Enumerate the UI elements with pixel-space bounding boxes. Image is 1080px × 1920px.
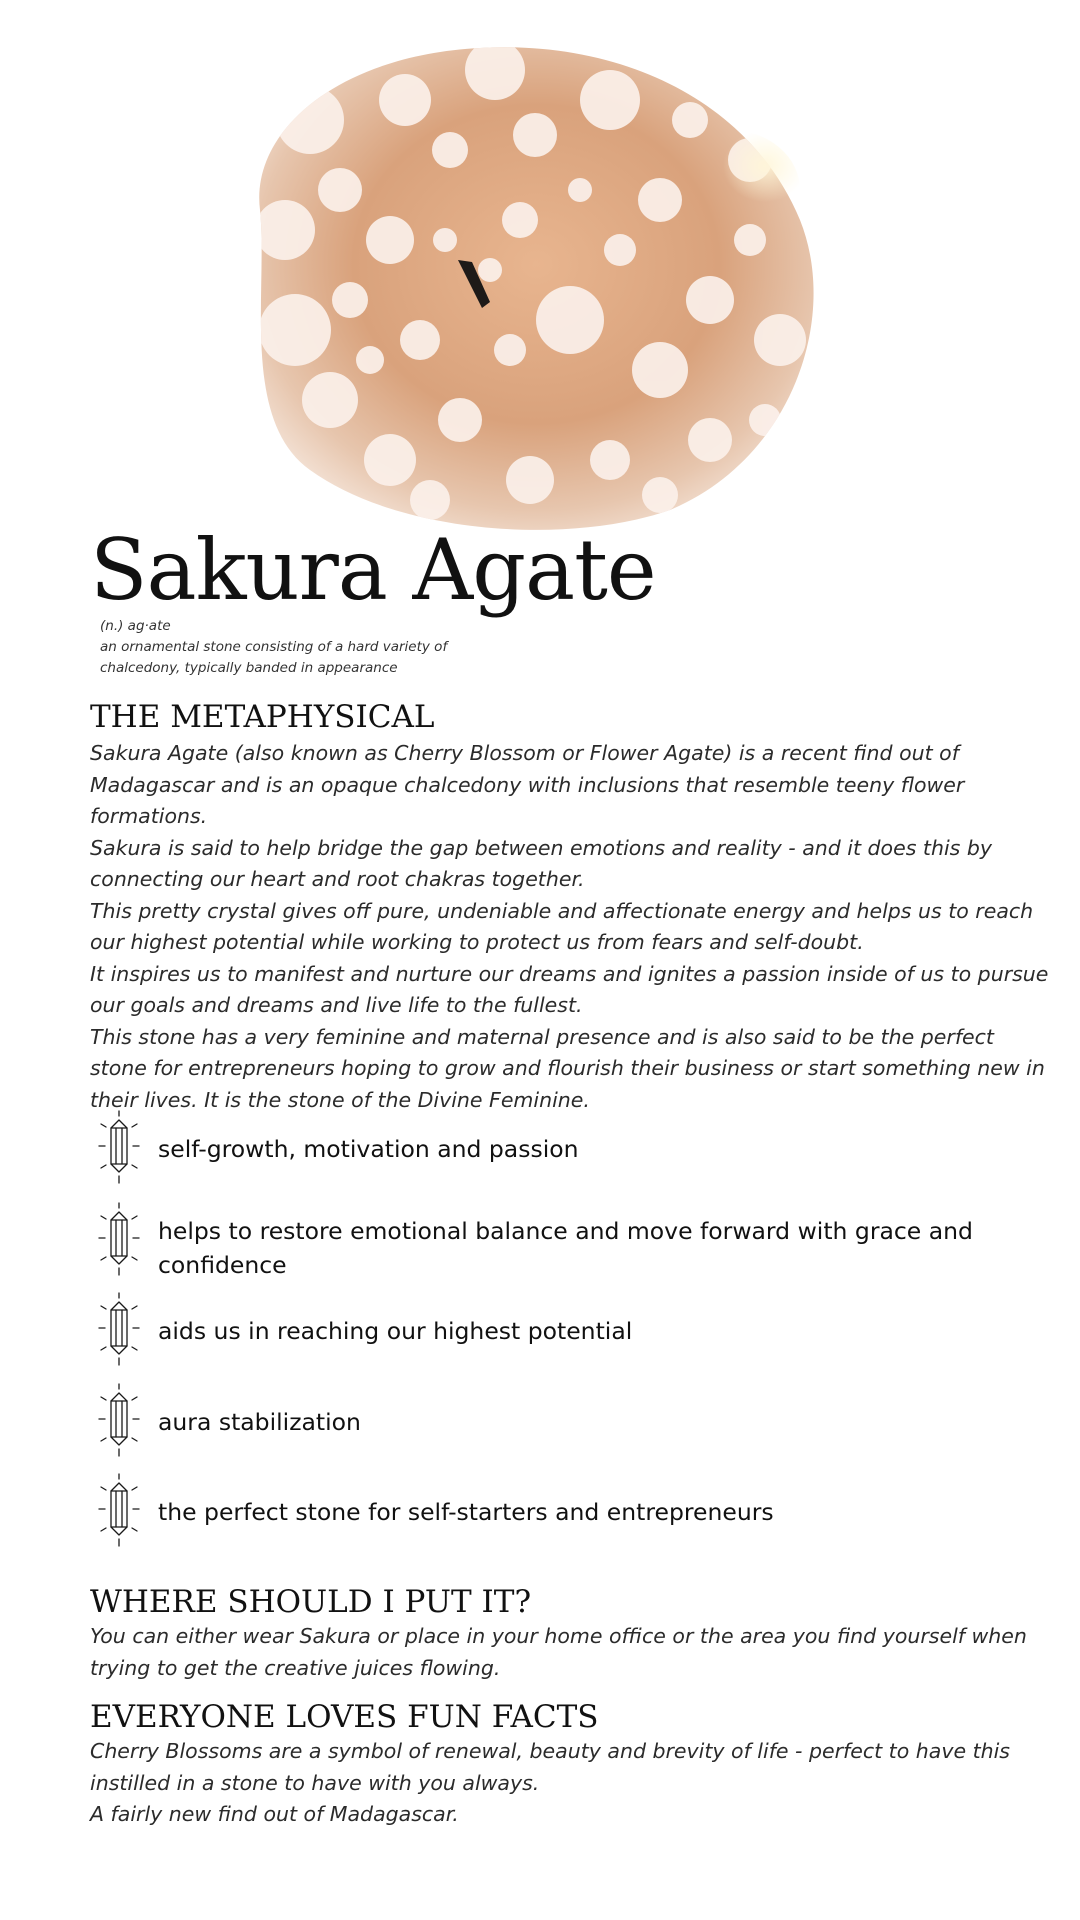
property-text: the perfect stone for self-starters and entrepreneurs [158, 1498, 774, 1526]
metaphysical-paragraph: This pretty crystal gives off pure, undeniable and affectionate energy and helps us to reach our highest potential while working to protect us from fears and self-doubt. [90, 898, 1034, 954]
metaphysical-paragraph: Sakura Agate (also known as Cherry Blossom or Flower Agate) is a recent find out of Madagascar and is an opaque chalcedony with inclusions that resemble teeny flower formations. [90, 741, 965, 828]
dictionary-definition [100, 616, 520, 679]
metaphysical-paragraph: This stone has a very feminine and maternal presence and is also said to be the perfect stone for entrepreneurs hoping to grow and flourish their business or start something new in their lives. It is the stone of the Divine Feminine. [90, 1024, 1045, 1112]
fun-facts-text [90, 1736, 1050, 1831]
crystal-icon [96, 1292, 142, 1366]
crystal-icon [96, 1202, 142, 1276]
property-text: aura stabilization [158, 1408, 361, 1436]
definition-line: chalcedony, typically banded in appearance [100, 660, 398, 676]
fun-fact-paragraph: Cherry Blossoms are a symbol of renewal, beauty and brevity of life - perfect to have this instilled in a stone to have with you always. [90, 1739, 1010, 1795]
property-item [96, 1202, 1056, 1282]
page-title: Sakura Agate [90, 521, 656, 619]
property-item [96, 1110, 1056, 1190]
property-text: helps to restore emotional balance and move forward with grace and confidence [158, 1217, 973, 1279]
property-text: self-growth, motivation and passion [158, 1135, 579, 1163]
placement-text [90, 1621, 1050, 1684]
part-of-speech: (n.) ag·ate [100, 618, 171, 634]
crystal-icon [96, 1383, 142, 1457]
crystal-icon [96, 1473, 142, 1547]
property-item [96, 1383, 1056, 1463]
property-item [96, 1292, 1056, 1372]
property-text: aids us in reaching our highest potential [158, 1317, 633, 1345]
fun-facts-heading: EVERYONE LOVES FUN FACTS [90, 1699, 599, 1735]
metaphysical-text [90, 738, 1050, 1116]
definition-line: an ornamental stone consisting of a hard variety of [100, 639, 448, 655]
metaphysical-paragraph: Sakura is said to help bridge the gap between emotions and reality - and it does this by connecting our heart and root chakras together. [90, 835, 992, 891]
property-item [96, 1473, 1056, 1553]
crystal-icon [96, 1110, 142, 1184]
placement-paragraph: You can either wear Sakura or place in your home office or the area you find yourself when trying to get the creative juices flowing. [90, 1624, 1027, 1680]
placement-heading: WHERE SHOULD I PUT IT? [90, 1584, 532, 1620]
fun-fact-paragraph: A fairly new find out of Madagascar. [90, 1802, 459, 1826]
metaphysical-paragraph: It inspires us to manifest and nurture our dreams and ignites a passion inside of us to pursue our goals and dreams and live life to the fullest. [90, 961, 1049, 1017]
metaphysical-heading: THE METAPHYSICAL [90, 699, 435, 735]
sakura-agate-stone-image [190, 40, 830, 530]
